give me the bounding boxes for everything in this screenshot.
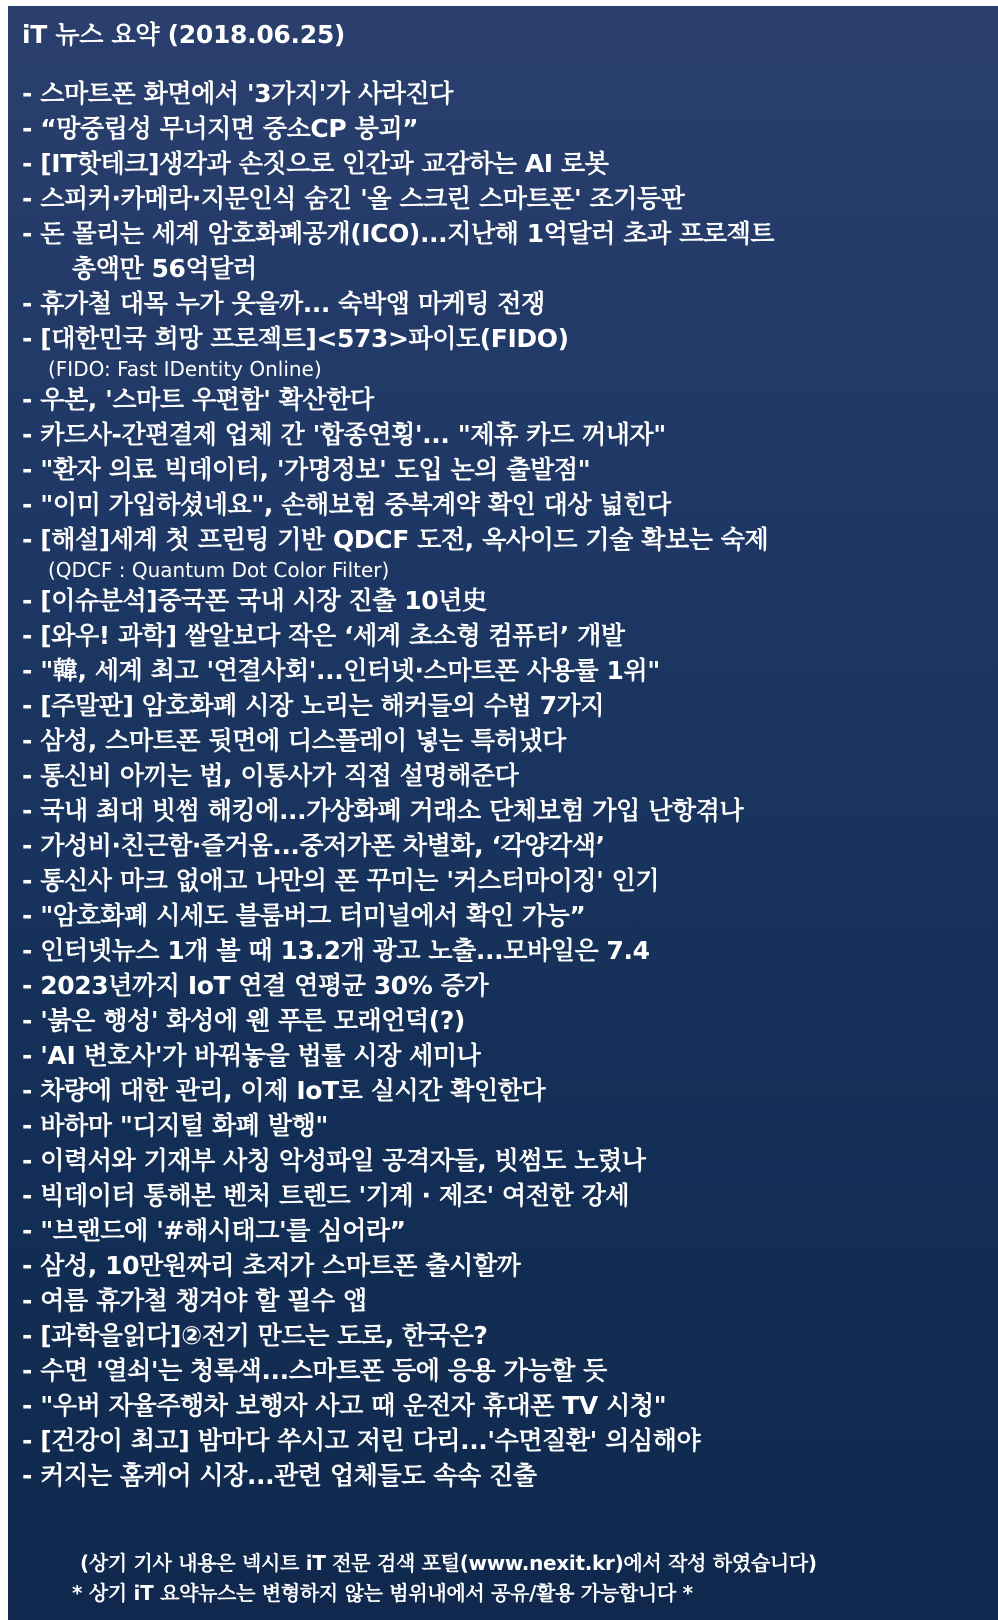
news-item <box>22 522 998 583</box>
news-headline: - 삼성, 10만원짜리 초저가 스마트폰 출시할까 <box>22 1251 521 1280</box>
news-headline: - "이미 가입하셨네요", 손해보험 중복계약 확인 대상 넓힌다 <box>22 490 671 519</box>
news-headline: - [주말판] 암호화폐 시장 노리는 해커들의 수법 7가지 <box>22 691 605 720</box>
news-headline: - 휴가철 대목 누가 웃을까... 숙박앱 마케팅 전쟁 <box>22 289 545 318</box>
news-headline: - 빅데이터 통해본 벤처 트렌드 '기계 · 제조' 여전한 강세 <box>22 1181 630 1210</box>
news-item <box>22 1318 998 1353</box>
news-item <box>22 1003 998 1038</box>
news-headline: - 우본, '스마트 우편함' 확산한다 <box>22 385 374 414</box>
news-item <box>22 1143 998 1178</box>
news-headline: - 가성비·친근함·즐거움...중저가폰 차별화, ‘각양각색’ <box>22 831 605 860</box>
news-item <box>22 1283 998 1318</box>
news-item <box>22 216 998 286</box>
news-headline: - 돈 몰리는 세계 암호화폐공개(ICO)...지난해 1억달러 초과 프로젝트 <box>22 219 775 248</box>
news-headline: - 스마트폰 화면에서 '3가지'가 사라진다 <box>22 79 453 108</box>
news-headline-note: (QDCF : Quantum Dot Color Filter) <box>48 558 390 582</box>
news-item <box>22 723 998 758</box>
news-item <box>22 828 998 863</box>
news-headline: - [이슈분석]중국폰 국내 시장 진출 10년史 <box>22 586 487 615</box>
news-headline-continuation: 총액만 56억달러 <box>72 254 257 283</box>
news-headline: - "우버 자율주행차 보행자 사고 때 운전자 휴대폰 TV 시청" <box>22 1391 667 1420</box>
news-headline: - 카드사-간편결제 업체 간 '합종연횡'... "제휴 카드 꺼내자" <box>22 420 666 449</box>
news-summary-panel <box>8 6 998 1620</box>
news-headline: - 수면 '열쇠'는 청록색...스마트폰 등에 응용 가능할 듯 <box>22 1356 607 1385</box>
news-item <box>22 1213 998 1248</box>
news-item <box>22 1178 998 1213</box>
news-item <box>22 898 998 933</box>
news-item <box>22 1353 998 1388</box>
news-headline: - 차량에 대한 관리, 이제 IoT로 실시간 확인한다 <box>22 1076 546 1105</box>
news-item <box>22 1073 998 1108</box>
news-item <box>22 487 998 522</box>
news-headline: - “망중립성 무너지면 중소CP 붕괴” <box>22 114 419 143</box>
news-item <box>22 417 998 452</box>
news-item <box>22 146 998 181</box>
news-item <box>22 793 998 828</box>
news-item <box>22 452 998 487</box>
news-headline: - 인터넷뉴스 1개 볼 때 13.2개 광고 노출...모바일은 7.4 <box>22 936 650 965</box>
news-headline-note: (FIDO: Fast IDentity Online) <box>48 357 322 381</box>
news-headline: - "브랜드에 '#해시태그'를 심어라” <box>22 1216 406 1245</box>
news-headline: - 여름 휴가철 챙겨야 할 필수 앱 <box>22 1286 367 1315</box>
news-item <box>22 286 998 321</box>
page-title: iT 뉴스 요약 (2018.06.25) <box>22 20 346 49</box>
news-item <box>22 583 998 618</box>
news-headline: - 스피커·카메라·지문인식 숨긴 '올 스크린 스마트폰' 조기등판 <box>22 184 685 213</box>
news-headline: - 국내 최대 빗썸 해킹에...가상화폐 거래소 단체보험 가입 난항겪나 <box>22 796 744 825</box>
news-item <box>22 321 998 382</box>
news-headline: - [IT핫테크]생각과 손짓으로 인간과 교감하는 AI 로봇 <box>22 149 609 178</box>
news-item <box>22 181 998 216</box>
news-item <box>22 758 998 793</box>
news-item <box>22 1458 998 1493</box>
news-headline: - [와우! 과학] 쌀알보다 작은 ‘세계 초소형 컴퓨터’ 개발 <box>22 621 625 650</box>
news-headline: - 통신사 마크 없애고 나만의 폰 꾸미는 '커스터마이징' 인기 <box>22 866 660 895</box>
footer-usage-note: * 상기 iT 요약뉴스는 변형하지 않는 범위내에서 공유/활용 가능합니다 * <box>72 1581 693 1605</box>
footer-source-note: (상기 기사 내용은 넥시트 iT 전문 검색 포털(www.nexit.kr)에서 작성 하였습니다) <box>80 1551 817 1575</box>
news-headline: - [건강이 최고] 밤마다 쑤시고 저린 다리...'수면질환' 의심해야 <box>22 1426 701 1455</box>
news-item <box>22 933 998 968</box>
news-headline: - 'AI 변호사'가 바꿔놓을 법률 시장 세미나 <box>22 1041 481 1070</box>
news-headline: - "암호화폐 시세도 블룸버그 터미널에서 확인 가능” <box>22 901 586 930</box>
news-headline: - [해설]세계 첫 프린팅 기반 QDCF 도전, 옥사이드 기술 확보는 숙제 <box>22 525 769 554</box>
news-item <box>22 1248 998 1283</box>
news-headline: - 커지는 홈케어 시장...관련 업체들도 속속 진출 <box>22 1461 537 1490</box>
news-headline: - 바하마 "디지털 화폐 발행" <box>22 1111 328 1140</box>
news-list <box>22 76 998 1493</box>
news-headline: - "韓, 세계 최고 '연결사회'...인터넷·스마트폰 사용률 1위" <box>22 656 660 685</box>
news-headline: - 이력서와 기재부 사칭 악성파일 공격자들, 빗썸도 노렸나 <box>22 1146 646 1175</box>
news-item <box>22 863 998 898</box>
news-item <box>22 1038 998 1073</box>
footer <box>8 1548 998 1608</box>
news-item <box>22 1423 998 1458</box>
news-item <box>22 618 998 653</box>
news-item <box>22 688 998 723</box>
news-headline: - 2023년까지 IoT 연결 연평균 30% 증가 <box>22 971 489 1000</box>
news-item <box>22 653 998 688</box>
news-headline: - '붉은 행성' 화성에 웬 푸른 모래언덕(?) <box>22 1006 465 1035</box>
news-item <box>22 1108 998 1143</box>
news-item <box>22 111 998 146</box>
news-headline: - 통신비 아끼는 법, 이통사가 직접 설명해준다 <box>22 761 519 790</box>
news-headline: - "환자 의료 빅데이터, '가명정보' 도입 논의 출발점" <box>22 455 591 484</box>
news-item <box>22 76 998 111</box>
news-item <box>22 968 998 1003</box>
news-headline: - 삼성, 스마트폰 뒷면에 디스플레이 넣는 특허냈다 <box>22 726 566 755</box>
news-headline: - [대한민국 희망 프로젝트]<573>파이도(FIDO) <box>22 324 569 353</box>
news-item <box>22 1388 998 1423</box>
news-headline: - [과학을읽다]②전기 만드는 도로, 한국은? <box>22 1321 488 1350</box>
news-item <box>22 382 998 417</box>
